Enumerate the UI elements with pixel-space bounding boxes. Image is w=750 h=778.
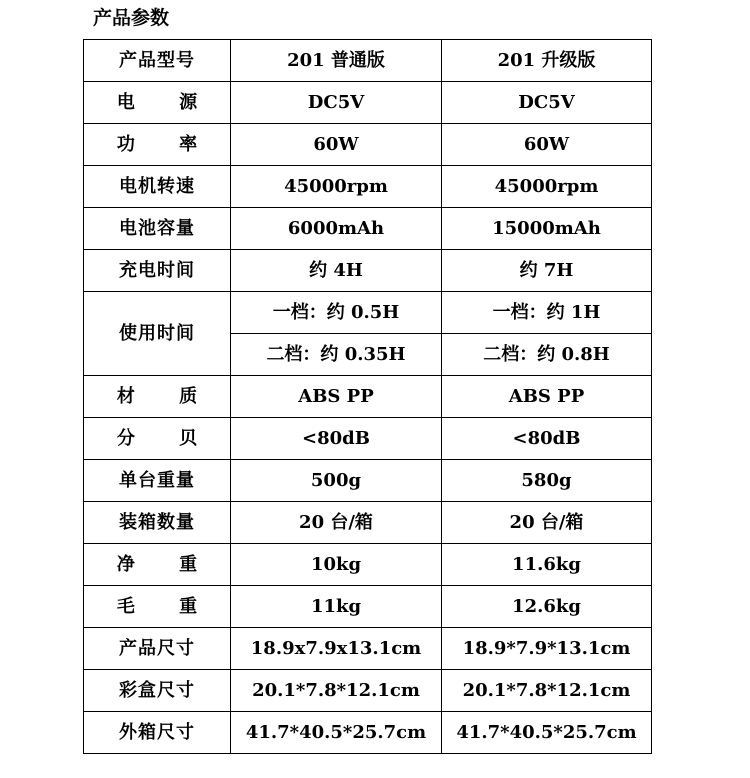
model-a-value-cell: <80dB bbox=[231, 418, 442, 460]
model-b-value-cell: 约 7H bbox=[442, 250, 652, 292]
model-b-value-cell: 45000rpm bbox=[442, 166, 652, 208]
row-label-cell: 电 源 bbox=[84, 82, 231, 124]
model-a-value-cell: 500g bbox=[231, 460, 442, 502]
row-label-cell: 毛 重 bbox=[84, 586, 231, 628]
model-b-value-cell: 18.9*7.9*13.1cm bbox=[442, 628, 652, 670]
row-label-cell: 使用时间 bbox=[84, 292, 231, 376]
model-a-value-cell: DC5V bbox=[231, 82, 442, 124]
model-b-value-cell: 二档：约 0.8H bbox=[442, 334, 652, 376]
table-row bbox=[84, 418, 652, 460]
model-a-value-cell: 6000mAh bbox=[231, 208, 442, 250]
model-a-value-cell: 一档：约 0.5H bbox=[231, 292, 442, 334]
model-a-value-cell: 60W bbox=[231, 124, 442, 166]
model-a-value-cell: 45000rpm bbox=[231, 166, 442, 208]
table-row bbox=[84, 460, 652, 502]
page-title: 产品参数 bbox=[93, 7, 170, 29]
table-header-row bbox=[84, 40, 652, 82]
row-label-cell: 分 贝 bbox=[84, 418, 231, 460]
table-row bbox=[84, 292, 652, 334]
row-label-cell: 电机转速 bbox=[84, 166, 231, 208]
model-b-value-cell: 15000mAh bbox=[442, 208, 652, 250]
table-row bbox=[84, 376, 652, 418]
model-a-value-cell: 41.7*40.5*25.7cm bbox=[231, 712, 442, 754]
row-label-cell: 单台重量 bbox=[84, 460, 231, 502]
row-label-cell: 电池容量 bbox=[84, 208, 231, 250]
model-b-value-cell: 580g bbox=[442, 460, 652, 502]
model-b-value-cell: 12.6kg bbox=[442, 586, 652, 628]
row-label-cell: 彩盒尺寸 bbox=[84, 670, 231, 712]
row-label-cell: 充电时间 bbox=[84, 250, 231, 292]
model-a-value-cell: 20.1*7.8*12.1cm bbox=[231, 670, 442, 712]
model-a-value-cell: ABS PP bbox=[231, 376, 442, 418]
table-row bbox=[84, 250, 652, 292]
model-b-value-cell: 20.1*7.8*12.1cm bbox=[442, 670, 652, 712]
model-a-value-cell: 18.9x7.9x13.1cm bbox=[231, 628, 442, 670]
row-label-cell: 产品尺寸 bbox=[84, 628, 231, 670]
spec-table bbox=[83, 39, 652, 754]
table-row bbox=[84, 670, 652, 712]
header-model-b-cell: 201 升级版 bbox=[442, 40, 652, 82]
table-row bbox=[84, 82, 652, 124]
model-b-value-cell: 一档：约 1H bbox=[442, 292, 652, 334]
model-b-value-cell: 60W bbox=[442, 124, 652, 166]
model-a-value-cell: 约 4H bbox=[231, 250, 442, 292]
row-label-cell: 装箱数量 bbox=[84, 502, 231, 544]
header-model-a-cell: 201 普通版 bbox=[231, 40, 442, 82]
table-row bbox=[84, 166, 652, 208]
model-b-value-cell: <80dB bbox=[442, 418, 652, 460]
header-label-cell: 产品型号 bbox=[84, 40, 231, 82]
model-b-value-cell: 20 台/箱 bbox=[442, 502, 652, 544]
row-label-cell: 净 重 bbox=[84, 544, 231, 586]
row-label-cell: 外箱尺寸 bbox=[84, 712, 231, 754]
model-a-value-cell: 20 台/箱 bbox=[231, 502, 442, 544]
table-row bbox=[84, 124, 652, 166]
row-label-cell: 材 质 bbox=[84, 376, 231, 418]
model-a-value-cell: 二档：约 0.35H bbox=[231, 334, 442, 376]
model-a-value-cell: 10kg bbox=[231, 544, 442, 586]
model-a-value-cell: 11kg bbox=[231, 586, 442, 628]
row-label-cell: 功 率 bbox=[84, 124, 231, 166]
model-b-value-cell: DC5V bbox=[442, 82, 652, 124]
table-row bbox=[84, 628, 652, 670]
table-row bbox=[84, 712, 652, 754]
model-b-value-cell: 41.7*40.5*25.7cm bbox=[442, 712, 652, 754]
table-row bbox=[84, 586, 652, 628]
table-row bbox=[84, 544, 652, 586]
table-row bbox=[84, 208, 652, 250]
table-row bbox=[84, 502, 652, 544]
model-b-value-cell: ABS PP bbox=[442, 376, 652, 418]
model-b-value-cell: 11.6kg bbox=[442, 544, 652, 586]
